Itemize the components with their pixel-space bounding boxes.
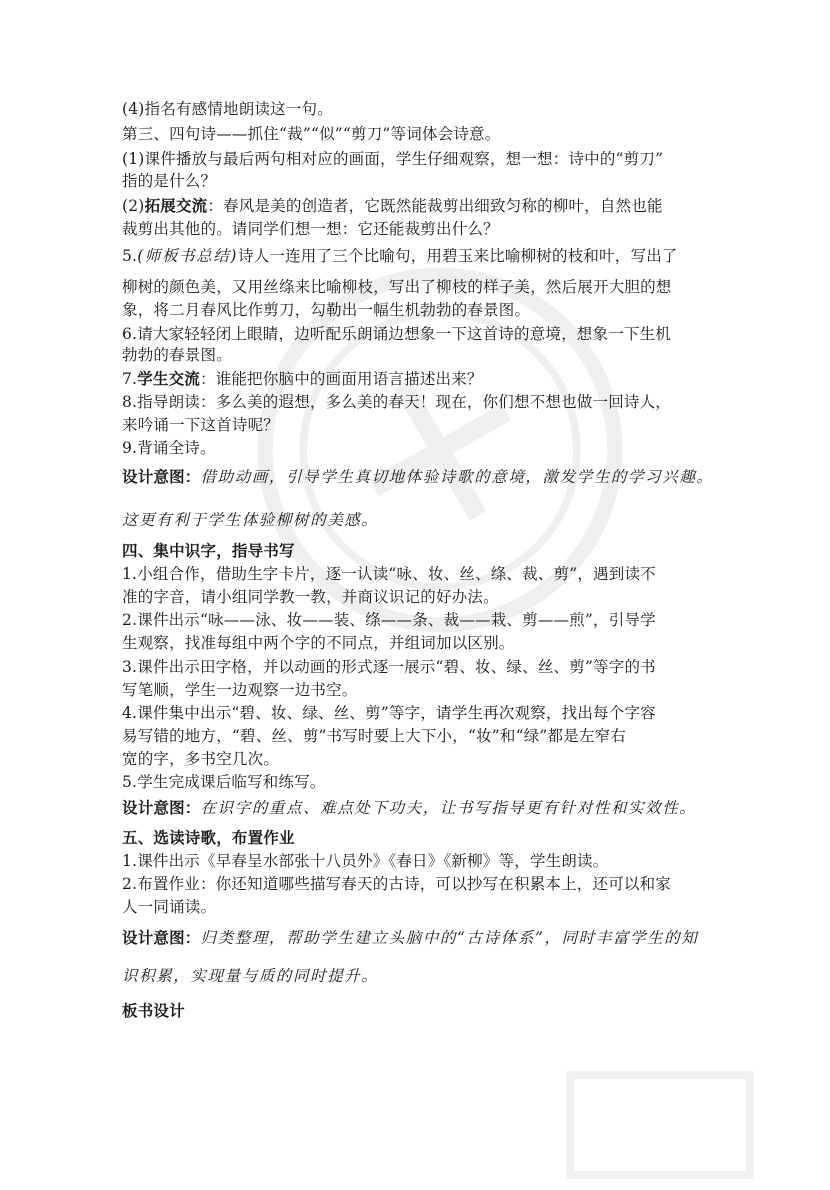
text-line: (4)指名有感情地朗读这一句。 [122,100,333,118]
text-span: 诗人一连用了三个比喻句，用碧玉来比喻柳树的枝和叶，写出了 [238,247,678,265]
section-heading-4: 四、集中识字，指导书写 [122,542,295,560]
design-intent-text: 借助动画，引导学生真切地体验诗歌的意境，激发学生的学习兴趣。 [200,468,714,486]
design-intent-3 [122,927,698,949]
text-line: 指的是什么？ [122,172,217,190]
italic-note: (师板书总结) [137,247,238,265]
text-line: 2.课件出示“咏——泳、妆——装、绦——条、裁——栽、剪——煎”，引导学 [122,611,656,629]
design-intent-1 [122,466,714,488]
text-span: ：春风是美的创造者，它既然能裁剪出细致匀称的柳叶，自然也能 [207,197,663,215]
section-heading-5: 五、选读诗歌，布置作业 [122,829,295,847]
text-line: 柳树的颜色美，又用丝绦来比喻柳枝，写出了柳枝的样子美，然后展开大胆的想 [122,278,672,296]
design-intent-label: 设计意图： [122,929,201,947]
text-line [122,245,678,267]
text-line [122,195,663,217]
text-span: (2) [122,197,145,215]
text-line: (1)课件播放与最后两句相对应的画面，学生仔细观察，想一想：诗中的“剪刀” [122,150,664,168]
text-line: 人一同诵读。 [122,898,217,916]
design-intent-text: 在识字的重点、难点处下功夫，让书写指导更有针对性和实效性。 [200,799,697,817]
text-line: 勃勃的春景图。 [122,346,232,364]
text-line: 1.课件出示《早春呈水部张十八员外》《春日》《新柳》等，学生朗读。 [122,852,609,870]
watermark-corner-icon [560,1060,760,1190]
board-design-heading: 板书设计 [122,1002,185,1020]
design-intent-text: 识积累，实现量与质的同时提升。 [122,967,379,985]
design-intent-label: 设计意图： [122,799,201,817]
text-line: 9.背诵全诗。 [122,439,216,457]
text-line: 准的字音，请小组同学教一教，并商议识记的好办法。 [122,588,499,606]
text-line: 2.布置作业：你还知道哪些描写春天的古诗，可以抄写在积累本上，还可以和家 [122,875,671,893]
text-line: 写笔顺，学生一边观察一边书空。 [122,681,358,699]
text-line: 来吟诵一下这首诗呢？ [122,416,280,434]
design-intent-label: 设计意图： [122,468,201,486]
text-span: 7. [122,370,138,388]
text-line: 第三、四句诗——抓住“裁”“似”“剪刀”等词体会诗意。 [122,125,501,143]
bold-term: 拓展交流 [144,197,208,215]
text-line: 象，将二月春风比作剪刀，勾勒出一幅生机勃勃的春景图。 [122,301,531,319]
text-line: 易写错的地方，“碧、丝、剪”书写时要上大下小，“妆”和“绿”都是左窄右 [122,727,627,745]
text-line: 宽的字，多书空几次。 [122,750,280,768]
design-intent-text: 归类整理，帮助学生建立头脑中的“古诗体系”，同时丰富学生的知 [200,929,699,947]
text-line: 3.课件出示田字格，并以动画的形式逐一展示“碧、妆、绿、丝、剪”等字的书 [122,658,656,676]
text-span: ：谁能把你脑中的画面用语言描述出来？ [200,370,483,388]
text-line: 生观察，找准每组中两个字的不同点，并组词加以区别。 [122,634,515,652]
text-span: 5. [122,247,138,265]
text-line: 5.学生完成课后临写和练写。 [122,773,326,791]
text-line: 裁剪出其他的。请同学们想一想：它还能裁剪出什么？ [122,220,499,238]
text-line: 6.请大家轻轻闭上眼睛，边听配乐朗诵边想象一下这首诗的意境，想象一下生机 [122,325,671,343]
design-intent-2 [122,797,696,819]
text-line: 8.指导朗读：多么美的遐想，多么美的春天！现在，你们想不想也做一回诗人， [122,393,671,411]
design-intent-text: 这更有利于学生体验柳树的美感。 [122,511,379,529]
bold-term: 学生交流 [137,370,201,388]
text-line: 1.小组合作，借助生字卡片，逐一认读“咏、妆、丝、绦、裁、剪”，遇到读不 [122,565,656,583]
text-line [122,368,483,390]
text-line: 4.课件集中出示“碧、妆、绿、丝、剪”等字，请学生再次观察，找出每个字容 [122,704,656,722]
